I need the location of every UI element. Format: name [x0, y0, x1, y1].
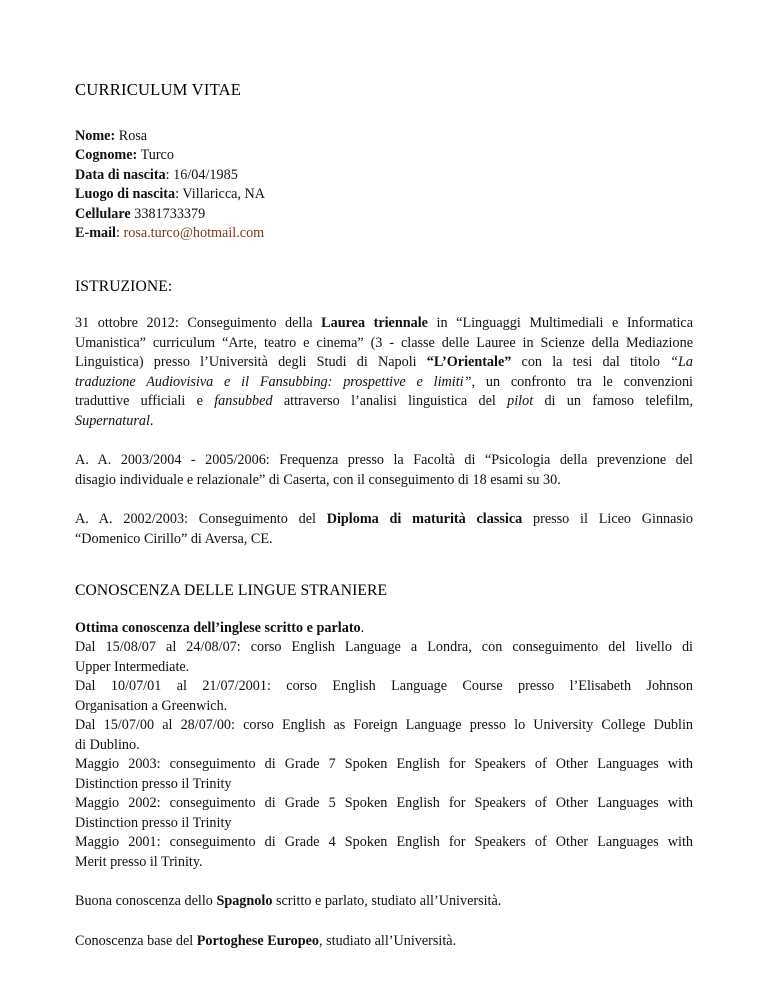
- text-run: , studiato all’Università.: [319, 932, 457, 949]
- istruzione-laurea-paragraph: [75, 314, 693, 431]
- luogo-label: Luogo di nascita: [75, 186, 176, 202]
- inglese-course-line: Dal 15/08/07 al 24/08/07: corso English Language a Londra, con conseguimento del livello di: [75, 639, 693, 655]
- text-run: presso il Liceo Ginnasio: [522, 511, 694, 527]
- nome-line: [75, 127, 693, 147]
- portoghese-paragraph: [75, 932, 693, 952]
- inglese-course-line: Dal 10/07/01 al 21/07/2001: corso English Language Course presso l’Elisabeth Johnson: [75, 678, 693, 694]
- text-line: Umanistica” curriculum “Arte, teatro e cinema” (3 - classe delle Lauree in Scienze della Mediazione: [75, 334, 693, 351]
- nome-label: Nome:: [75, 127, 116, 144]
- inglese-course-line: Maggio 2002: conseguimento di Grade 5 Spoken English for Speakers of Other Languages with: [75, 795, 693, 811]
- inglese-course-line: di Dublino.: [75, 736, 140, 753]
- spagnolo-bold: Spagnolo: [216, 893, 273, 909]
- nascita-sep: :: [165, 166, 170, 183]
- luogo-value: Villaricca, NA: [182, 186, 266, 202]
- text-run: Buona conoscenza dello: [75, 893, 217, 909]
- text-line: A. A. 2003/2004 - 2005/2006: Frequenza presso la Facoltà di “Psicologia della prevenzione del: [75, 452, 693, 468]
- text-run: , un confronto tra le convenzioni: [471, 373, 693, 390]
- text-line: [75, 392, 693, 412]
- text-run: scritto e parlato, studiato all’Università.: [272, 893, 502, 909]
- diploma-bold: Diploma di maturità classica: [326, 511, 523, 527]
- text-line: [75, 373, 693, 393]
- orientale-bold: “L’Orientale”: [426, 354, 512, 370]
- cognome-line: [75, 146, 693, 166]
- text-line: [75, 314, 693, 334]
- email-label: E-mail: [75, 225, 116, 241]
- text-line: [75, 412, 693, 432]
- nome-value: Rosa: [118, 127, 148, 144]
- email-sep: :: [115, 225, 120, 241]
- istruzione-heading: ISTRUZIONE:: [75, 277, 173, 295]
- text-run: .: [360, 619, 365, 636]
- supernatural-italic: Supernatural: [75, 412, 150, 429]
- text-line: [75, 892, 693, 912]
- inglese-intro-line: [75, 619, 693, 639]
- text-run: A. A. 2002/2003: Conseguimento del: [75, 511, 327, 527]
- text-run: attraverso l’analisi linguistica del: [272, 393, 508, 409]
- cellulare-line: [75, 205, 693, 225]
- inglese-course-line: Merit presso il Trinity.: [75, 853, 203, 870]
- document-title: CURRICULUM VITAE: [75, 80, 242, 99]
- lingue-heading: CONOSCENZA DELLE LINGUE STRANIERE: [75, 582, 388, 599]
- inglese-paragraph: [75, 619, 693, 873]
- inglese-course-line: Maggio 2003: conseguimento di Grade 7 Spoken English for Speakers of Other Languages with: [75, 756, 693, 772]
- inglese-course-line: Upper Intermediate.: [75, 658, 190, 675]
- spagnolo-paragraph: [75, 892, 693, 912]
- text-run: 31 ottobre 2012: Conseguimento della: [75, 315, 322, 331]
- istruzione-psicologia-paragraph: [75, 451, 693, 490]
- text-line: “Domenico Cirillo” di Aversa, CE.: [75, 530, 273, 547]
- portoghese-bold: Portoghese Europeo: [196, 932, 320, 949]
- inglese-course-list: [75, 638, 693, 872]
- inglese-intro-bold: Ottima conoscenza dell’inglese scritto e parlato: [75, 619, 361, 636]
- text-line: [75, 353, 693, 373]
- thesis-title-italic: traduzione Audiovisiva e il Fansubbing: prospettive e limiti”: [75, 373, 472, 390]
- inglese-course-line: Distinction presso il Trinity: [75, 775, 232, 792]
- cellulare-value: 3381733379: [134, 205, 206, 222]
- text-run: .: [149, 412, 154, 429]
- text-run: Linguistica) presso l’Università degli Studi di Napoli: [75, 354, 427, 370]
- nascita-line: [75, 166, 693, 186]
- nascita-label: Data di nascita: [75, 166, 166, 183]
- text-line: [75, 510, 693, 530]
- cognome-label: Cognome:: [75, 147, 138, 163]
- inglese-course-line: Distinction presso il Trinity: [75, 814, 232, 831]
- text-run: di un famoso telefilm,: [533, 393, 693, 409]
- nascita-value: 16/04/1985: [173, 166, 238, 183]
- text-line: [75, 932, 693, 952]
- thesis-title-italic: “La: [670, 354, 693, 370]
- pilot-italic: pilot: [507, 393, 534, 409]
- text-run: traduttive ufficiali e: [75, 393, 215, 409]
- inglese-course-line: Dal 15/07/00 al 28/07/00: corso English as Foreign Language presso lo University College Dublin: [75, 717, 693, 733]
- istruzione-diploma-paragraph: [75, 510, 693, 549]
- text-line: disagio individuale e relazionale” di Caserta, con il conseguimento di 18 esami su 30.: [75, 471, 561, 488]
- fansubbed-italic: fansubbed: [214, 393, 273, 409]
- text-run: con la tesi dal titolo: [511, 354, 671, 370]
- email-line: [75, 224, 693, 244]
- cognome-value: Turco: [140, 147, 174, 163]
- luogo-sep: :: [175, 186, 180, 202]
- cellulare-label: Cellulare: [75, 205, 131, 222]
- inglese-course-line: Organisation a Greenwich.: [75, 697, 228, 714]
- inglese-course-line: Maggio 2001: conseguimento di Grade 4 Spoken English for Speakers of Other Languages with: [75, 834, 693, 850]
- text-run: in “Linguaggi Multimediali e Informatica: [427, 315, 694, 331]
- luogo-line: [75, 185, 693, 205]
- personal-info: [75, 127, 693, 244]
- text-run: Conoscenza base del: [75, 932, 197, 949]
- email-link[interactable]: rosa.turco@hotmail.com: [123, 225, 265, 241]
- laurea-bold: Laurea triennale: [321, 315, 428, 331]
